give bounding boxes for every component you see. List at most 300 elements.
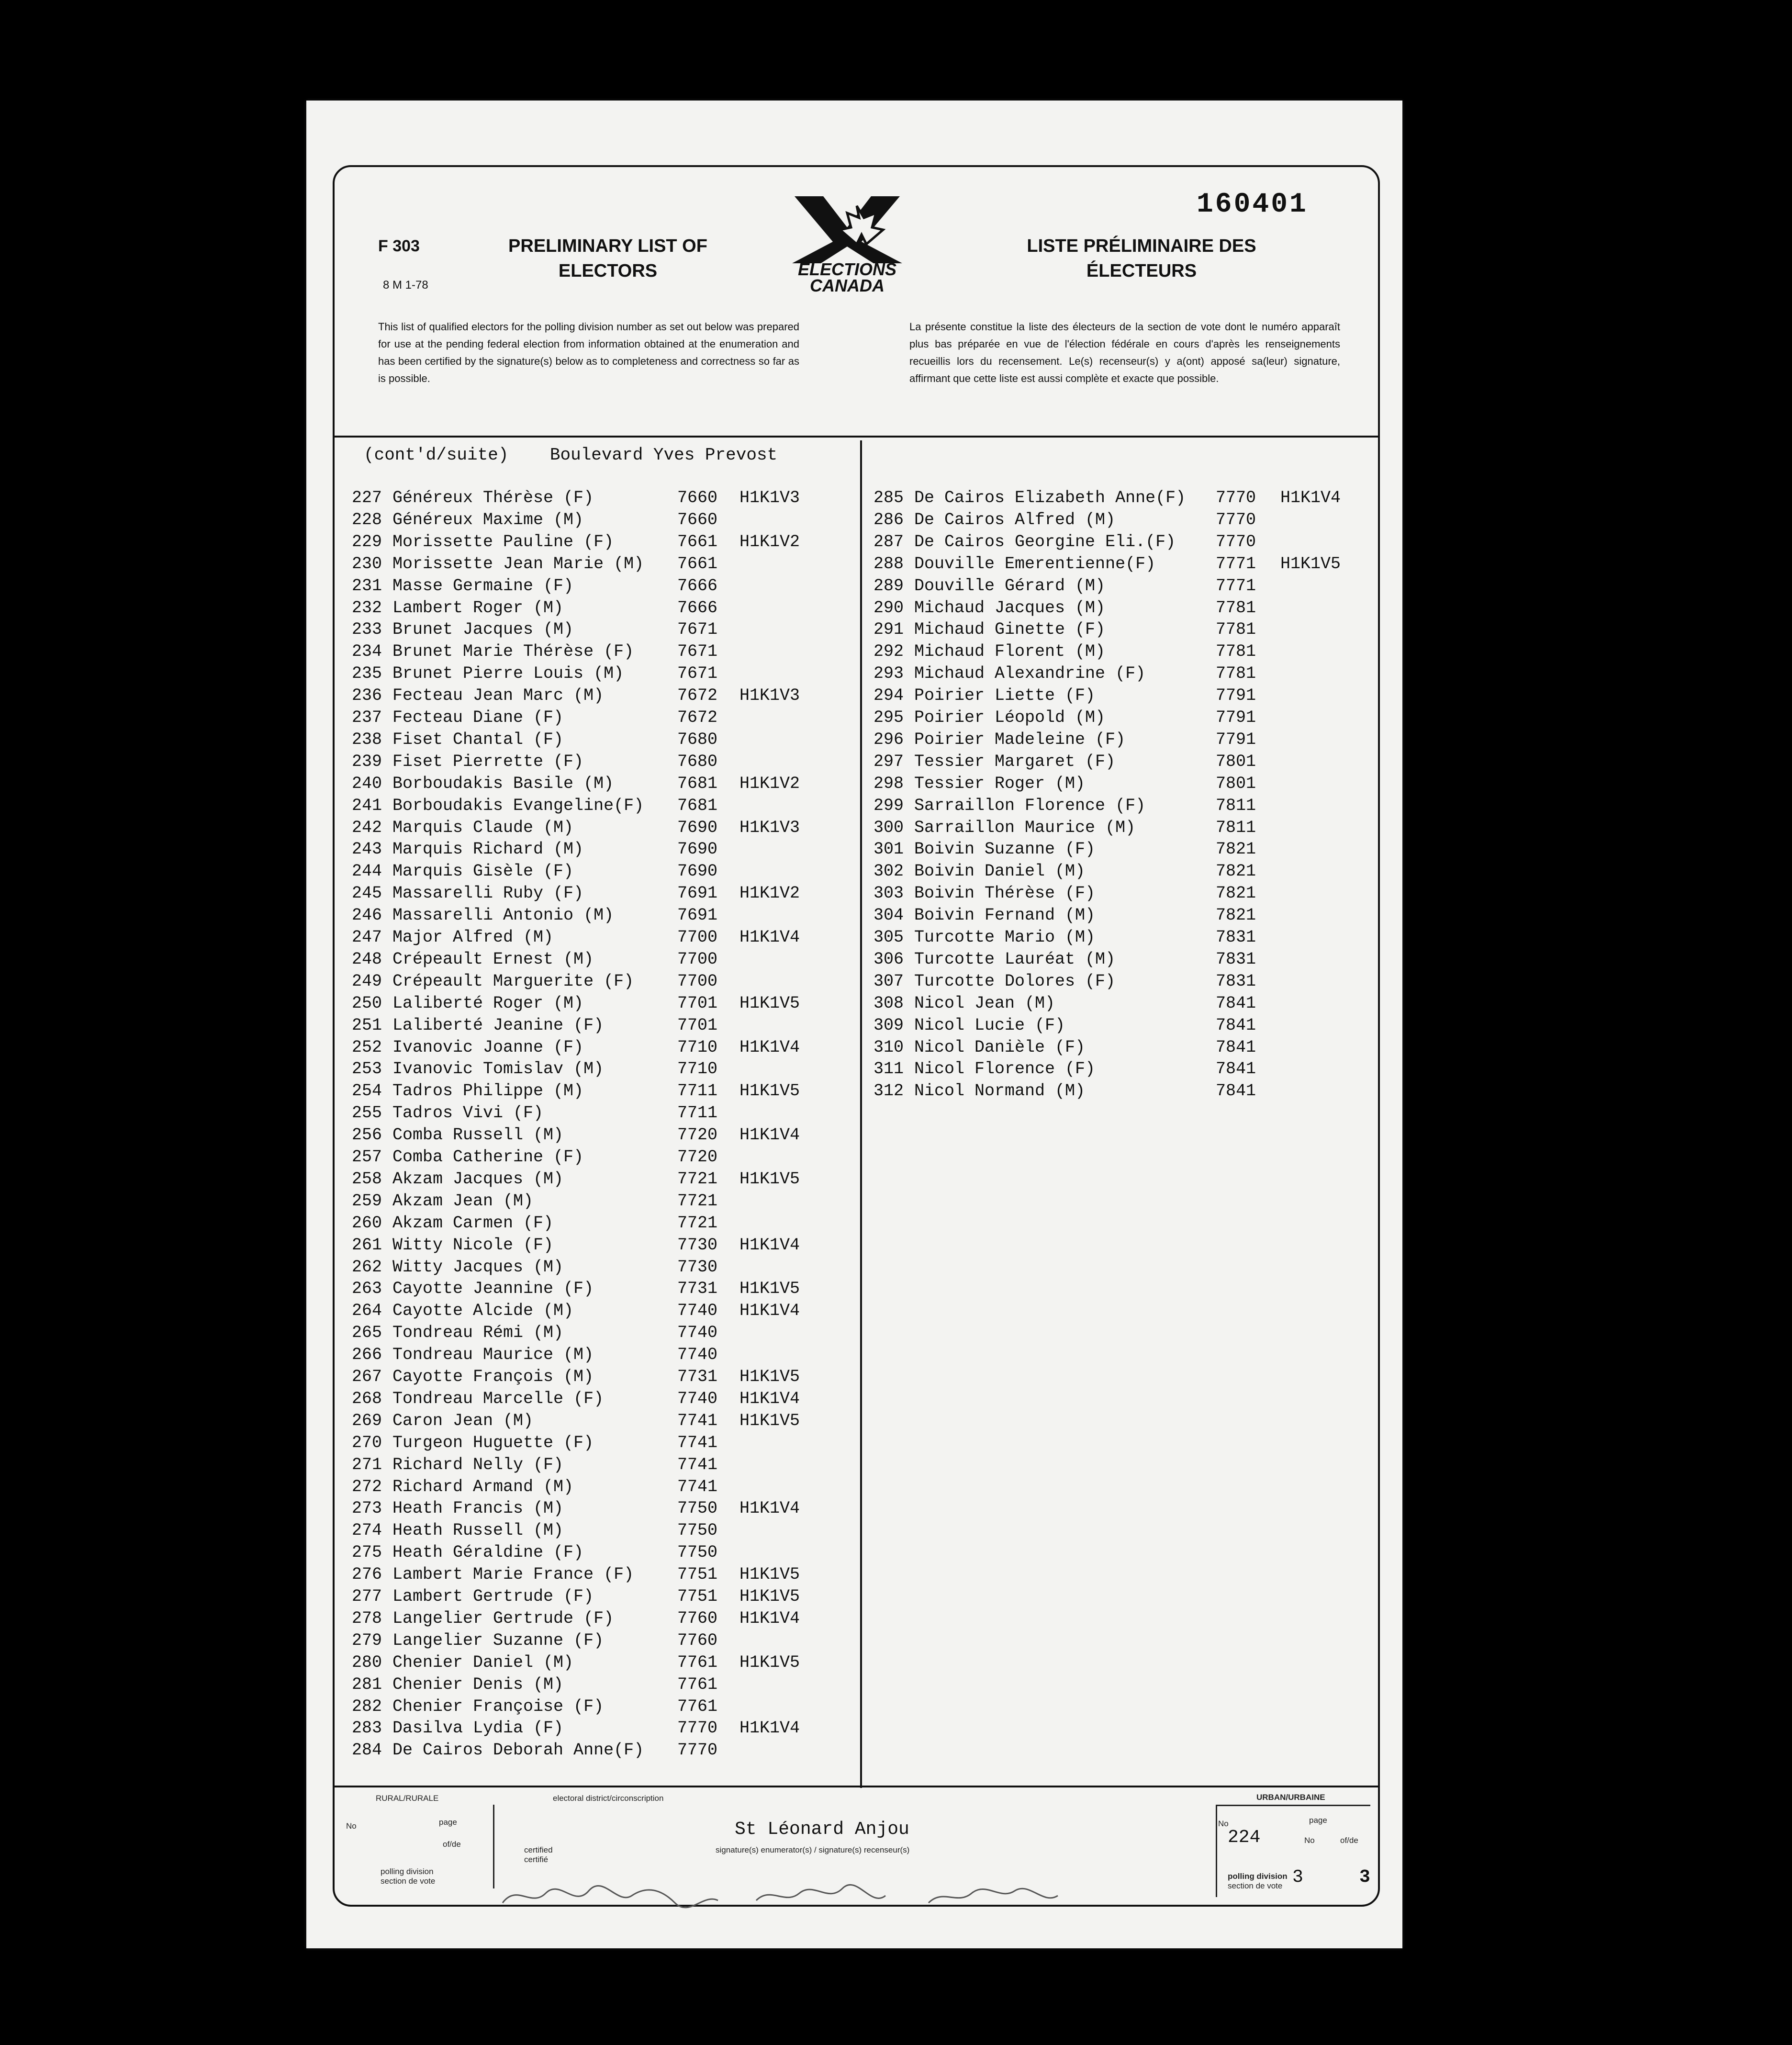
elector-number: 307 <box>874 971 904 991</box>
elector-row <box>352 840 854 862</box>
civic-number: 7750 <box>677 1499 718 1518</box>
elector-row <box>874 994 1381 1016</box>
elector-name: Comba Russell (M) <box>392 1125 564 1145</box>
postal-code: H1K1V4 <box>739 1037 800 1057</box>
elector-name: Brunet Pierre Louis (M) <box>392 664 624 684</box>
elector-number: 280 <box>352 1652 382 1672</box>
urban-label: URBAN/URBAINE <box>1256 1793 1325 1802</box>
civic-number: 7700 <box>677 949 718 969</box>
elector-name: Nicol Normand (M) <box>914 1081 1086 1101</box>
elector-row <box>352 1214 854 1236</box>
elector-name: Turcotte Mario (M) <box>914 928 1096 947</box>
elector-name: Massarelli Ruby (F) <box>392 884 584 903</box>
postal-code: H1K1V5 <box>1280 554 1341 573</box>
civic-number: 7730 <box>677 1235 718 1255</box>
elector-name: Marquis Claude (M) <box>392 818 574 837</box>
elector-row <box>874 1081 1381 1103</box>
elector-number: 283 <box>352 1719 382 1738</box>
elector-row <box>874 664 1381 686</box>
elector-number: 247 <box>352 928 382 947</box>
elector-number: 289 <box>874 576 904 596</box>
civic-number: 7730 <box>677 1257 718 1277</box>
elector-row <box>352 818 854 840</box>
elector-row <box>352 598 854 620</box>
elector-number: 235 <box>352 664 382 684</box>
civic-number: 7710 <box>677 1037 718 1057</box>
postal-code: H1K1V5 <box>739 1169 800 1189</box>
civic-number: 7681 <box>677 796 718 815</box>
civic-number: 7831 <box>1216 949 1256 969</box>
civic-number: 7741 <box>677 1477 718 1496</box>
postal-code: H1K1V3 <box>739 686 800 706</box>
civic-number: 7720 <box>677 1147 718 1167</box>
elector-number: 308 <box>874 993 904 1013</box>
civic-number: 7711 <box>677 1081 718 1101</box>
elector-row <box>352 510 854 532</box>
elector-row <box>874 928 1381 950</box>
postal-code: H1K1V5 <box>739 1081 800 1101</box>
elector-name: Sarraillon Maurice (M) <box>914 818 1136 837</box>
elector-name: Lambert Gertrude (F) <box>392 1587 594 1606</box>
elector-number: 238 <box>352 730 382 749</box>
elector-number: 278 <box>352 1608 382 1628</box>
elector-number: 275 <box>352 1543 382 1562</box>
elector-row <box>352 1236 854 1258</box>
elector-name: De Cairos Alfred (M) <box>914 510 1116 529</box>
elector-row <box>352 796 854 818</box>
elector-row <box>874 708 1381 730</box>
elector-number: 233 <box>352 620 382 640</box>
civic-number: 7841 <box>1216 1059 1256 1079</box>
postal-code: H1K1V2 <box>739 774 800 793</box>
civic-number: 7721 <box>677 1169 718 1189</box>
civic-number: 7691 <box>677 906 718 925</box>
civic-number: 7680 <box>677 752 718 771</box>
elector-row <box>352 928 854 950</box>
elector-name: Cayotte Alcide (M) <box>392 1301 574 1321</box>
elector-row <box>874 730 1381 752</box>
elector-number: 229 <box>352 532 382 551</box>
elector-name: Généreux Maxime (M) <box>392 510 584 529</box>
elector-row <box>352 1455 854 1477</box>
elector-row <box>352 906 854 928</box>
elector-name: Masse Germaine (F) <box>392 576 574 596</box>
elector-row <box>352 1016 854 1038</box>
elector-number: 241 <box>352 796 382 815</box>
elector-name: Chenier Daniel (M) <box>392 1652 574 1672</box>
civic-number: 7841 <box>1216 1015 1256 1035</box>
postal-code: H1K1V2 <box>739 532 800 551</box>
postal-code: H1K1V5 <box>739 1565 800 1584</box>
civic-number: 7770 <box>1216 510 1256 529</box>
civic-number: 7750 <box>677 1543 718 1562</box>
civic-number: 7666 <box>677 576 718 596</box>
elector-row <box>874 818 1381 840</box>
elector-name: Sarraillon Florence (F) <box>914 796 1146 815</box>
urban-of-label: of/de <box>1340 1836 1358 1845</box>
page-number: 3 <box>1292 1867 1303 1888</box>
elector-name: Crépeault Marguerite (F) <box>392 971 634 991</box>
civic-number: 7671 <box>677 664 718 684</box>
civic-number: 7700 <box>677 928 718 947</box>
title-french <box>988 234 1295 283</box>
rural-of-label: of/de <box>443 1840 461 1849</box>
civic-number: 7791 <box>1216 708 1256 727</box>
certified-label: certified <box>524 1845 553 1854</box>
elector-row <box>352 972 854 994</box>
intro-paragraph-french: La présente constitue la liste des électeurs de la section de vote dont le numéro apparaît plus bas préparée en vue de l'élection fédérale en cours d'après les renseignements recueillis lors du recensement. Le(s) recenseur(s) y a(ont) apposé sa(leur) signature, affirmant que cette liste est aussi complète et exacte que possible. <box>909 321 1340 384</box>
elector-number: 243 <box>352 840 382 859</box>
elector-name: Fecteau Jean Marc (M) <box>392 686 604 706</box>
elector-name: Ivanovic Tomislav (M) <box>392 1059 604 1079</box>
civic-number: 7672 <box>677 708 718 727</box>
elector-number: 301 <box>874 840 904 859</box>
elector-row <box>874 576 1381 598</box>
civic-number: 7672 <box>677 686 718 706</box>
elector-number: 265 <box>352 1323 382 1343</box>
elector-name: Borboudakis Evangeline(F) <box>392 796 644 815</box>
elector-row <box>352 1301 854 1323</box>
elector-name: Boivin Thérèse (F) <box>914 884 1096 903</box>
elector-name: Nicol Jean (M) <box>914 993 1055 1013</box>
postal-code: H1K1V2 <box>739 884 800 903</box>
elector-number: 256 <box>352 1125 382 1145</box>
elector-row <box>352 1279 854 1301</box>
elector-name: Michaud Ginette (F) <box>914 620 1106 640</box>
rural-page-label: page <box>439 1818 457 1827</box>
civic-number: 7721 <box>677 1213 718 1233</box>
civic-number: 7711 <box>677 1103 718 1123</box>
civic-number: 7701 <box>677 993 718 1013</box>
elector-name: Tondreau Rémi (M) <box>392 1323 564 1343</box>
elector-number: 290 <box>874 598 904 618</box>
postal-code: H1K1V3 <box>739 818 800 837</box>
elector-name: De Cairos Elizabeth Anne(F) <box>914 488 1186 507</box>
header-divider <box>333 436 1378 438</box>
elector-row <box>352 1147 854 1169</box>
elector-row <box>352 532 854 554</box>
elector-number: 287 <box>874 532 904 551</box>
elector-row <box>352 1499 854 1521</box>
civic-number: 7721 <box>677 1191 718 1211</box>
elector-number: 258 <box>352 1169 382 1189</box>
elector-name: Langelier Suzanne (F) <box>392 1630 604 1650</box>
elector-name: Caron Jean (M) <box>392 1411 534 1430</box>
postal-code: H1K1V4 <box>739 1499 800 1518</box>
elector-name: Richard Armand (M) <box>392 1477 574 1496</box>
elector-row <box>352 752 854 774</box>
signatures-label: signature(s) enumerator(s) / signature(s) recenseur(s) <box>716 1845 910 1854</box>
elector-number: 236 <box>352 686 382 706</box>
postal-code: H1K1V4 <box>739 928 800 947</box>
elector-number: 263 <box>352 1279 382 1299</box>
civic-number: 7660 <box>677 510 718 529</box>
civic-number: 7750 <box>677 1521 718 1540</box>
elector-number: 234 <box>352 642 382 662</box>
elector-name: Chenier Françoise (F) <box>392 1697 604 1716</box>
elector-number: 311 <box>874 1059 904 1079</box>
elector-number: 303 <box>874 884 904 903</box>
logo-wordmark: ELECTIONS CANADA <box>797 259 896 295</box>
civic-number: 7801 <box>1216 752 1256 771</box>
elector-name: Tadros Vivi (F) <box>392 1103 544 1123</box>
civic-number: 7811 <box>1216 796 1256 815</box>
elector-name: Douville Emerentienne(F) <box>914 554 1156 573</box>
elector-row <box>352 686 854 708</box>
civic-number: 7700 <box>677 971 718 991</box>
elector-name: Laliberté Jeanine (F) <box>392 1015 604 1035</box>
civic-number: 7740 <box>677 1345 718 1365</box>
elector-name: De Cairos Deborah Anne(F) <box>392 1741 644 1760</box>
elector-row <box>352 554 854 576</box>
elector-row <box>352 1653 854 1675</box>
elector-name: Boivin Daniel (M) <box>914 862 1086 881</box>
elector-row <box>352 1323 854 1345</box>
civic-number: 7791 <box>1216 730 1256 749</box>
certifie-label: certifié <box>524 1855 549 1864</box>
civic-number: 7771 <box>1216 576 1256 596</box>
elector-number: 261 <box>352 1235 382 1255</box>
postal-code: H1K1V5 <box>739 1411 800 1430</box>
elector-row <box>352 1587 854 1609</box>
elector-row <box>874 488 1381 510</box>
elector-row <box>352 884 854 906</box>
elector-row <box>352 664 854 686</box>
elector-name: Tessier Roger (M) <box>914 774 1086 793</box>
elector-name: Poirier Léopold (M) <box>914 708 1106 727</box>
elector-name: Nicol Danièle (F) <box>914 1037 1086 1057</box>
civic-number: 7770 <box>677 1741 718 1760</box>
elector-number: 255 <box>352 1103 382 1123</box>
electoral-district-name: St Léonard Anjou <box>735 1819 909 1840</box>
elector-name: Turgeon Huguette (F) <box>392 1433 594 1452</box>
civic-number: 7821 <box>1216 884 1256 903</box>
civic-number: 7740 <box>677 1389 718 1408</box>
elector-row <box>352 1191 854 1214</box>
elector-number: 285 <box>874 488 904 507</box>
document-sheet <box>306 101 1402 1948</box>
elector-row <box>352 994 854 1016</box>
elector-number: 253 <box>352 1059 382 1079</box>
civic-number: 7690 <box>677 862 718 881</box>
elector-number: 269 <box>352 1411 382 1430</box>
elector-number: 246 <box>352 906 382 925</box>
elector-number: 274 <box>352 1521 382 1540</box>
elector-number: 302 <box>874 862 904 881</box>
elector-name: Akzam Jean (M) <box>392 1191 534 1211</box>
elector-row <box>874 774 1381 796</box>
elector-row <box>352 1719 854 1741</box>
elector-name: Tadros Philippe (M) <box>392 1081 584 1101</box>
civic-number: 7781 <box>1216 620 1256 640</box>
elector-number: 296 <box>874 730 904 749</box>
elector-number: 310 <box>874 1037 904 1057</box>
civic-number: 7791 <box>1216 686 1256 706</box>
elector-number: 232 <box>352 598 382 618</box>
civic-number: 7771 <box>1216 554 1256 573</box>
elector-number: 276 <box>352 1565 382 1584</box>
elector-row <box>352 576 854 598</box>
urban-polling-label-2: section de vote <box>1228 1881 1283 1890</box>
elector-number: 288 <box>874 554 904 573</box>
civic-number: 7751 <box>677 1565 718 1584</box>
civic-number: 7731 <box>677 1367 718 1386</box>
elector-number: 309 <box>874 1015 904 1035</box>
elector-number: 248 <box>352 949 382 969</box>
civic-number: 7760 <box>677 1630 718 1650</box>
elector-row <box>352 1125 854 1147</box>
elector-row <box>352 1038 854 1060</box>
street-name: Boulevard Yves Prevost <box>549 445 778 465</box>
elector-name: Witty Nicole (F) <box>392 1235 554 1255</box>
elector-number: 279 <box>352 1630 382 1650</box>
street-heading <box>364 445 777 465</box>
elector-name: Douville Gérard (M) <box>914 576 1106 596</box>
elector-row <box>874 840 1381 862</box>
postal-code: H1K1V4 <box>739 1125 800 1145</box>
elector-row <box>352 1543 854 1565</box>
postal-code: H1K1V5 <box>739 1587 800 1606</box>
elector-number: 254 <box>352 1081 382 1101</box>
elector-number: 242 <box>352 818 382 837</box>
civic-number: 7661 <box>677 532 718 551</box>
civic-number: 7781 <box>1216 642 1256 662</box>
elector-number: 306 <box>874 949 904 969</box>
column-divider <box>860 440 862 1788</box>
elector-row <box>874 510 1381 532</box>
elector-number: 266 <box>352 1345 382 1365</box>
elector-row <box>352 1741 854 1763</box>
civic-number: 7841 <box>1216 993 1256 1013</box>
elector-name: Marquis Richard (M) <box>392 840 584 859</box>
elector-row <box>874 950 1381 972</box>
elector-name: Turcotte Dolores (F) <box>914 971 1116 991</box>
elector-row <box>874 796 1381 818</box>
elector-row <box>352 1258 854 1280</box>
elector-name: De Cairos Georgine Eli.(F) <box>914 532 1176 551</box>
elector-row <box>874 554 1381 576</box>
elector-row <box>352 1103 854 1125</box>
elector-number: 250 <box>352 993 382 1013</box>
postal-code: H1K1V3 <box>739 488 800 507</box>
civic-number: 7760 <box>677 1608 718 1628</box>
elector-number: 251 <box>352 1015 382 1035</box>
elector-name: Major Alfred (M) <box>392 928 554 947</box>
elector-name: Boivin Suzanne (F) <box>914 840 1096 859</box>
elector-row <box>352 1631 854 1653</box>
elector-row <box>874 620 1381 642</box>
elector-number: 312 <box>874 1081 904 1101</box>
continued-label: (cont'd/suite) <box>364 445 509 465</box>
title-english-line1: PRELIMINARY LIST OF <box>508 236 707 256</box>
elector-number: 271 <box>352 1455 382 1474</box>
elector-number: 259 <box>352 1191 382 1211</box>
elector-name: Akzam Jacques (M) <box>392 1169 564 1189</box>
form-code: F 303 <box>378 237 420 255</box>
civic-number: 7666 <box>677 598 718 618</box>
elector-name: Tessier Margaret (F) <box>914 752 1116 771</box>
elector-name: Dasilva Lydia (F) <box>392 1719 564 1738</box>
elector-number: 245 <box>352 884 382 903</box>
elector-number: 267 <box>352 1367 382 1386</box>
elector-name: Marquis Gisèle (F) <box>392 862 574 881</box>
postal-code: H1K1V4 <box>739 1301 800 1321</box>
elector-name: Heath Géraldine (F) <box>392 1543 584 1562</box>
elector-row <box>352 488 854 510</box>
elector-number: 231 <box>352 576 382 596</box>
civic-number: 7741 <box>677 1455 718 1474</box>
footer-divider <box>333 1786 1378 1787</box>
elector-number: 249 <box>352 971 382 991</box>
elector-number: 228 <box>352 510 382 529</box>
elector-name: Nicol Florence (F) <box>914 1059 1096 1079</box>
civic-number: 7671 <box>677 642 718 662</box>
elector-number: 297 <box>874 752 904 771</box>
elector-name: Morissette Pauline (F) <box>392 532 614 551</box>
elector-row <box>352 1345 854 1367</box>
civic-number: 7740 <box>677 1301 718 1321</box>
elector-row <box>352 1411 854 1433</box>
elector-number: 268 <box>352 1389 382 1408</box>
civic-number: 7770 <box>677 1719 718 1738</box>
elector-name: Nicol Lucie (F) <box>914 1015 1065 1035</box>
elector-number: 294 <box>874 686 904 706</box>
rural-label: RURAL/RURALE <box>376 1794 439 1803</box>
elector-number: 299 <box>874 796 904 815</box>
elector-name: Fiset Chantal (F) <box>392 730 564 749</box>
postal-code: H1K1V5 <box>739 1279 800 1299</box>
civic-number: 7720 <box>677 1125 718 1145</box>
elector-row <box>874 884 1381 906</box>
elector-name: Fiset Pierrette (F) <box>392 752 584 771</box>
elector-name: Heath Russell (M) <box>392 1521 564 1540</box>
elector-number: 295 <box>874 708 904 727</box>
elector-row <box>352 862 854 884</box>
elector-row <box>874 862 1381 884</box>
elector-number: 257 <box>352 1147 382 1167</box>
rural-polling-label-1: polling division <box>381 1867 434 1876</box>
elector-row <box>352 1059 854 1081</box>
elector-number: 305 <box>874 928 904 947</box>
title-english-line2: ELECTORS <box>558 261 658 281</box>
elector-number: 277 <box>352 1587 382 1606</box>
civic-number: 7731 <box>677 1279 718 1299</box>
urban-no-label: No <box>1218 1819 1229 1828</box>
elector-number: 281 <box>352 1674 382 1694</box>
civic-number: 7741 <box>677 1433 718 1452</box>
elector-row <box>352 1433 854 1455</box>
civic-number: 7671 <box>677 620 718 640</box>
elector-name: Turcotte Lauréat (M) <box>914 949 1116 969</box>
elector-name: Cayotte Jeannine (F) <box>392 1279 594 1299</box>
serial-number: 160401 <box>1197 189 1308 220</box>
elector-number: 237 <box>352 708 382 727</box>
elector-name: Lambert Marie France (F) <box>392 1565 634 1584</box>
elector-number: 292 <box>874 642 904 662</box>
postal-code: H1K1V5 <box>739 993 800 1013</box>
elector-name: Laliberté Roger (M) <box>392 993 584 1013</box>
elector-name: Michaud Jacques (M) <box>914 598 1106 618</box>
title-french-line2: ÉLECTEURS <box>1086 261 1197 281</box>
form-date: 8 M 1-78 <box>383 279 428 292</box>
elector-number: 239 <box>352 752 382 771</box>
title-french-line1: LISTE PRÉLIMINAIRE DES <box>1027 236 1256 256</box>
elector-name: Massarelli Antonio (M) <box>392 906 614 925</box>
elector-name: Langelier Gertrude (F) <box>392 1608 614 1628</box>
elector-number: 260 <box>352 1213 382 1233</box>
civic-number: 7821 <box>1216 840 1256 859</box>
elector-name: Brunet Marie Thérèse (F) <box>392 642 634 662</box>
